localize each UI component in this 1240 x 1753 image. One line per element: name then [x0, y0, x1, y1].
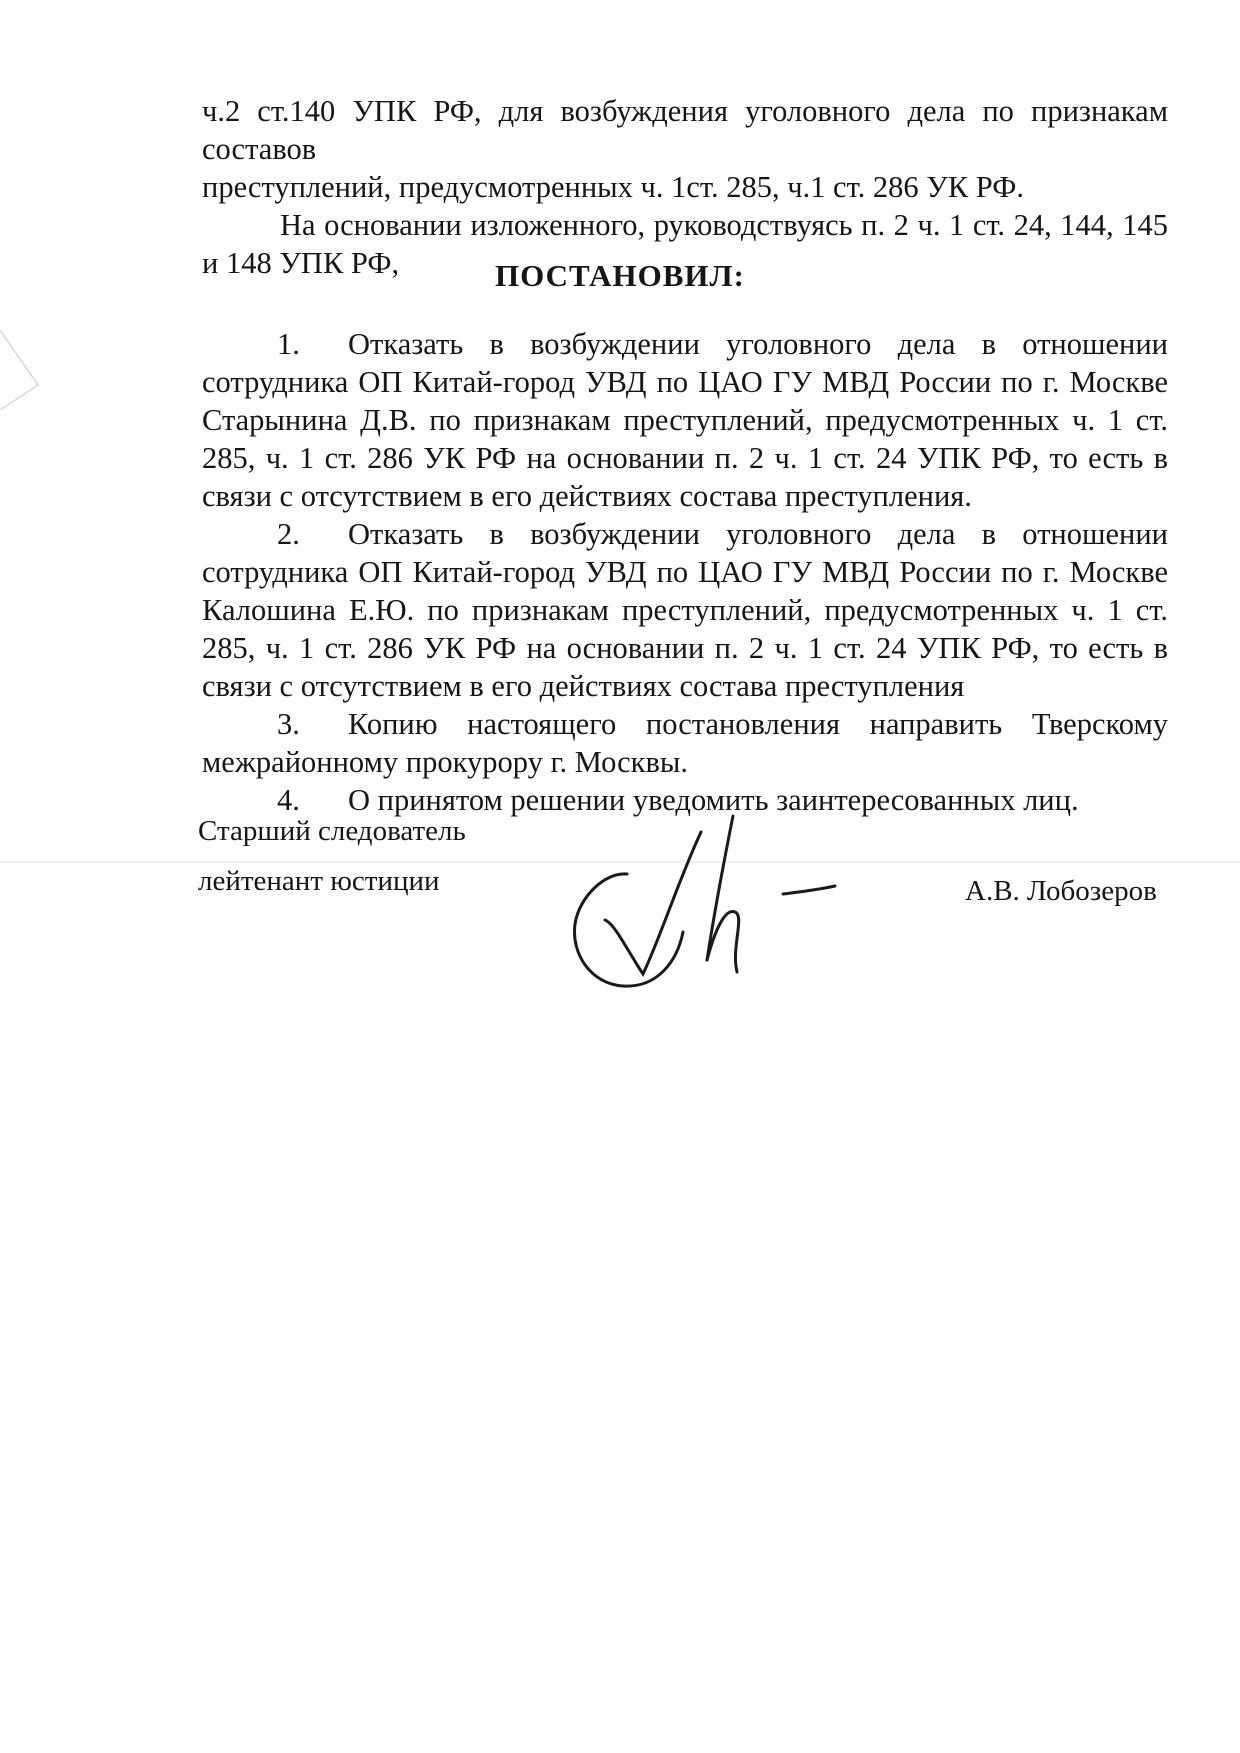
signatory-name: А.В. Лобозеров: [965, 875, 1157, 907]
intro-line-2: преступлений, предусмотренных ч. 1ст. 285, ч.1 ст. 286 УК РФ.: [202, 170, 1024, 204]
intro-section: [202, 92, 1168, 282]
item-number: 1.: [277, 327, 300, 361]
item-text: О принятом решении уведомить заинтересованных лиц.: [348, 783, 1079, 817]
item-number: 2.: [277, 517, 300, 551]
intro-line-1: ч.2 ст.140 УПК РФ, для возбуждения уголовного дела по признакам составов: [202, 94, 1168, 166]
resolution-item-1: [202, 325, 1168, 515]
item-text: Отказать в возбуждении уголовного дела в отношении сотрудника ОП Китай-город УВД по ЦАО ГУ МВД России по г. Москве Калошина Е.Ю. по признакам преступлений, предусмотренных ч. 1 ст. 285, ч. 1 ст. 286 УК РФ на основании п. 2 ч. 1 ст. 24 УПК РФ, то есть в связи с отсутствием в его действиях состава преступления: [202, 517, 1168, 703]
signatory-position-line-1: Старший следователь: [198, 815, 466, 847]
document-heading: ПОСТАНОВИЛ:: [495, 258, 745, 293]
item-text: Копию настоящего постановления направить Тверскому межрайонному прокурору г. Москвы.: [202, 707, 1168, 779]
item-number: 4.: [277, 783, 300, 817]
handwritten-signature: [565, 812, 855, 990]
item-number: 3.: [277, 707, 300, 741]
item-text: Отказать в возбуждении уголовного дела в отношении сотрудника ОП Китай-город УВД по ЦАО ГУ МВД России по г. Москве Старынина Д.В. по признакам преступлений, предусмотренных ч. 1 ст. 285, ч. 1 ст. 286 УК РФ на основании п. 2 ч. 1 ст. 24 УПК РФ, то есть в связи с отсутствием в его действиях состава преступления.: [202, 327, 1168, 513]
resolution-items: [202, 325, 1168, 819]
resolution-item-2: [202, 515, 1168, 705]
signatory-position-line-2: лейтенант юстиции: [198, 865, 440, 897]
resolution-item-3: [202, 705, 1168, 781]
basis-paragraph: На основании изложенного, руководствуясь п. 2 ч. 1 ст. 24, 144, 145 и 148 УПК РФ,: [202, 208, 1168, 280]
